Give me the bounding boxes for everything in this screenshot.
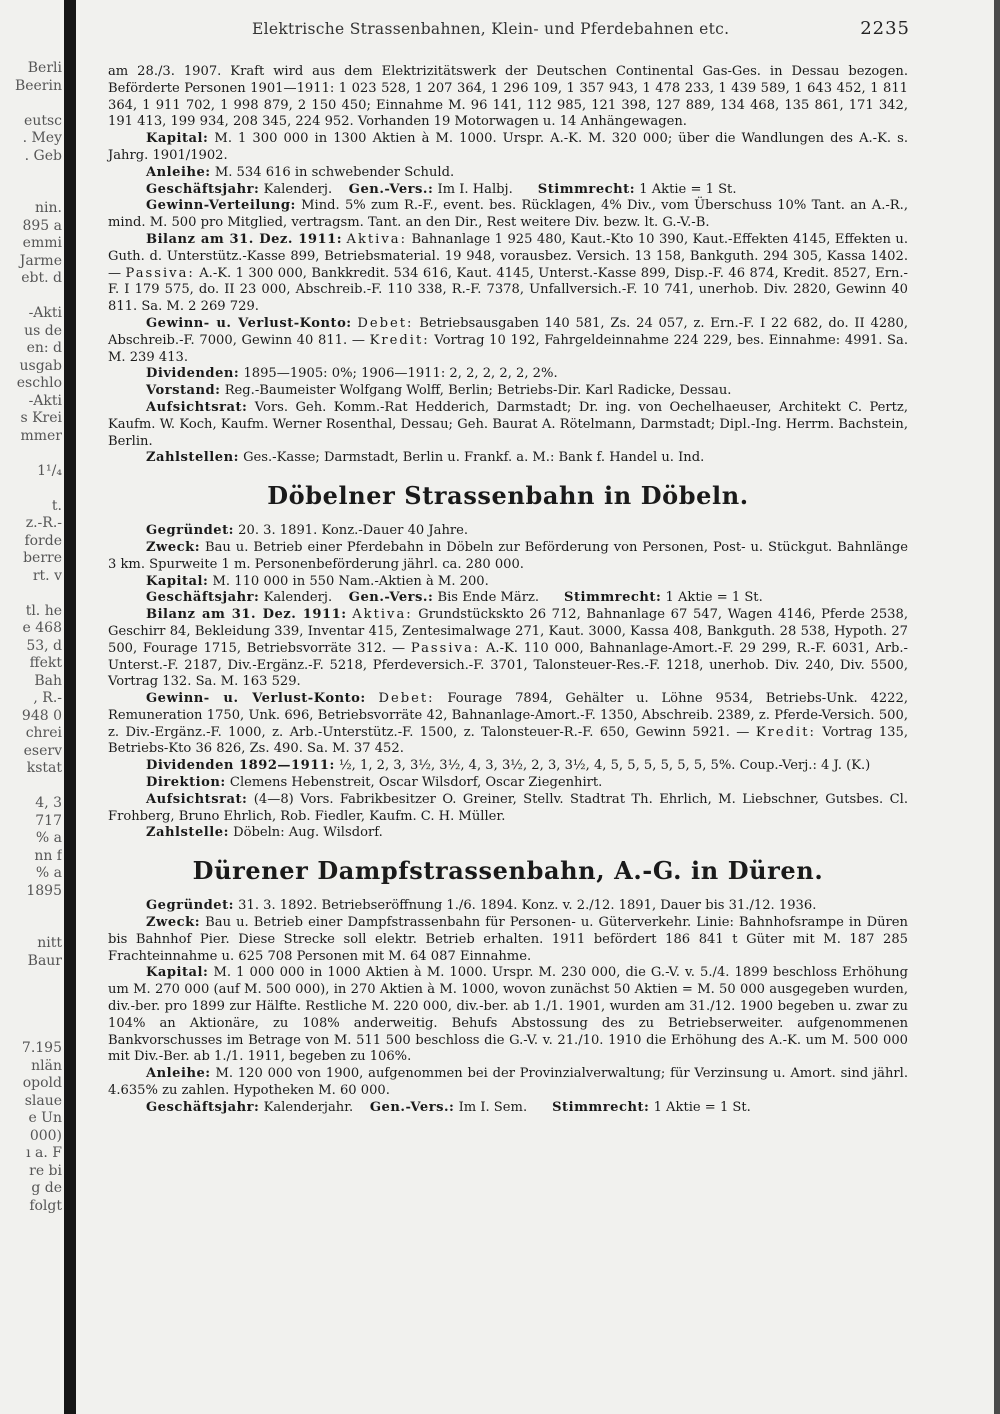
margin-fragment: en: d: [26, 340, 62, 356]
label: Stimmrecht:: [537, 181, 636, 197]
margin-fragment: % a: [35, 865, 62, 881]
margin-fragment: , R.-: [33, 690, 62, 706]
section1-aufsichtsrat: [108, 400, 908, 450]
margin-fragment: [0, 288, 62, 306]
text: Im I. Sem.: [458, 1099, 528, 1115]
margin-fragment: % a: [35, 830, 62, 846]
text: Grundstückskto 26 712, Bahnanlage 67 547, Wagen 4146, Pferde 2538, Geschirr 84, Bekleidung 339, Inventar 415, Zentesimalwage 271, Kaut. 3000, Kassa 408, Bankguth. 28 538, Hypoth. 27 500, Fourage 1715, Betriebsvorräte 312. —: [108, 607, 909, 656]
text: Reg.-Baumeister Wolfgang Wolff, Berlin; Betriebs-Dir. Karl Radicke, Dessau.: [224, 383, 732, 399]
margin-fragment: 7.195: [21, 1040, 62, 1056]
label: Kapital:: [146, 965, 209, 981]
section2-direktion: [108, 775, 908, 792]
section2-geschaeftsjahr: [108, 590, 908, 607]
company-title-dueren: Dürener Dampfstrassenbahn, A.-G. in Düren.: [192, 856, 824, 886]
margin-fragment: 1¹/₄: [37, 462, 62, 479]
margin-fragment: [0, 970, 62, 988]
text: Bis Ende März.: [437, 590, 540, 606]
text: Im I. Halbj.: [437, 181, 513, 197]
margin-fragment: [0, 585, 62, 603]
section1-guv: [108, 316, 908, 366]
section1-gewinnverteilung: [108, 198, 908, 232]
section1-anleihe: [108, 165, 908, 182]
text: A.-K. 110 000, Bahnanlage-Amort.-F. 29 299, R.-F. 6031, Arb.-Unterst.-F. 2187, Div.-Ergänz.-F. 5218, Pferdeversich.-F. 3701, Talonsteuer-Res.-F. 1218, unerhob. Div. 240, Div. 5500, Vortrag 132. Sa. M. 163 529.: [108, 640, 908, 690]
section2-aufsichtsrat: [108, 792, 908, 826]
margin-fragment: [0, 778, 62, 796]
section3-zweck: [108, 915, 908, 965]
margin-fragment: g de: [31, 1180, 62, 1196]
margin-fragment: e Un: [28, 1110, 62, 1126]
passiva-word: Passiva:: [410, 640, 481, 656]
aktiva-word: Aktiva:: [346, 231, 407, 247]
text: Clemens Hebenstreit, Oscar Wilsdorf, Oscar Ziegenhirt.: [229, 775, 603, 791]
margin-fragment: nin.: [35, 200, 62, 216]
section1-zahlstellen: [108, 450, 908, 467]
margin-fragment: s Krei: [20, 410, 62, 426]
section2-zahlstelle: [108, 825, 908, 842]
label: Zahlstellen:: [146, 450, 239, 466]
section3-geschaeftsjahr: [108, 1100, 908, 1117]
text: Kalenderjahr.: [263, 1099, 354, 1115]
label: Gegründet:: [146, 523, 234, 539]
margin-fragment: rt. v: [32, 567, 62, 584]
margin-fragment: eschlo: [16, 375, 62, 391]
margin-fragment: usgab: [19, 357, 62, 374]
margin-fragment: [0, 183, 62, 201]
running-title: Elektrische Strassenbahnen, Klein- und Pferdebahnen etc.: [252, 20, 730, 38]
text: Mind. 5% zum R.-F., event. bes. Rücklagen, 4% Div., vom Überschuss 10% Tant. an A.-R., mind. M. 500 pro Mitglied, vertragsm. Tant. an den Dir., Rest weitere Div. bezw. lt. G.-V.-B.: [108, 198, 908, 231]
text: Vors. Geh. Komm.-Rat Hedderich, Darmstadt; Dr. ing. von Oechelhaeuser, Architekt C. Pertz, Kaufm. W. Koch, Kaufm. Werner Rosenthal, Dessau; Geh. Baurat A. Rötelmann, Darmstadt; Dipl.-Ing. Herrm. Bachstein, Berlin.: [108, 399, 908, 449]
text: 1 Aktie = 1 St.: [665, 590, 763, 606]
label: Anleihe:: [146, 164, 211, 180]
margin-fragment: 53, d: [26, 637, 62, 654]
label: Geschäftsjahr:: [146, 1099, 260, 1115]
text: Kalenderj.: [263, 181, 333, 197]
label: Gewinn- u. Verlust-Konto:: [146, 691, 366, 707]
margin-fragment: Baur: [27, 952, 62, 969]
label: Geschäftsjahr:: [146, 590, 260, 606]
margin-fragment: tl. he: [25, 602, 62, 619]
margin-fragment: [0, 988, 62, 1006]
margin-fragment: [0, 900, 62, 918]
margin-fragment: 1895: [26, 882, 62, 899]
text: (4—8) Vors. Fabrikbesitzer O. Greiner, Stellv. Stadtrat Th. Ehrlich, M. Liebschner, Gutsbes. Cl. Frohberg, Bruno Ehrlich, Rob. Fiedler, Kaufm. C. H. Müller.: [108, 791, 908, 824]
page-number: 2235: [860, 18, 910, 39]
text: Vortrag 135, Betriebs-Kto 36 826, Zs. 490. Sa. M. 37 452.: [108, 724, 909, 757]
label: Vorstand:: [146, 383, 221, 399]
label: Bilanz am 31. Dez. 1911:: [146, 231, 343, 247]
label: Bilanz am 31. Dez. 1911:: [146, 607, 347, 623]
kredit-word: Kredit:: [369, 332, 430, 348]
section2-dividenden: [108, 758, 908, 775]
margin-fragment: ffekt: [29, 655, 62, 671]
margin-fragment: [0, 95, 62, 113]
label: Stimmrecht:: [564, 590, 662, 606]
margin-fragment: [0, 918, 62, 936]
text: Döbeln: Aug. Wilsdorf.: [233, 825, 383, 841]
margin-fragment: opold: [22, 1075, 62, 1091]
text: 31. 3. 1892. Betriebseröffnung 1./6. 1894. Konz. v. 2./12. 1891, Dauer bis 31./12. 1936.: [238, 898, 817, 914]
section2-zweck: [108, 540, 908, 574]
section3-gegruendet: [108, 898, 908, 915]
passiva-word: Passiva:: [125, 265, 195, 281]
text: A.-K. 1 300 000, Bankkredit. 534 616, Kaut. 4145, Unterst.-Kasse 899, Disp.-F. 46 874, Kredit. 8527, Ern.-F. I 179 575, do. II 23 000, Abschreib.-F. 110 338, R.-F. 7378, Unfallversich.-F. 10 741, unerhob. Div. 2820, Gewinn 40 811. Sa. M. 2 269 729.: [108, 265, 908, 315]
label: Zweck:: [146, 915, 201, 931]
text: Kalenderj.: [263, 590, 333, 606]
margin-fragment: Jarme: [19, 252, 62, 269]
margin-fragment: 4, 3: [35, 795, 62, 811]
margin-fragment: eutsc: [24, 112, 62, 129]
text: 20. 3. 1891. Konz.-Dauer 40 Jahre.: [238, 523, 469, 539]
margin-fragment: [0, 445, 62, 463]
margin-fragment: [0, 480, 62, 498]
section1-kapital: [108, 131, 908, 165]
margin-fragment: z.-R.-: [25, 515, 62, 531]
debet-word: Debet:: [357, 315, 414, 331]
text: M. 534 616 in schwebender Schuld.: [214, 164, 455, 180]
text: M. 110 000 in 550 Nam.-Aktien à M. 200.: [212, 573, 489, 589]
label: Gen.-Vers.:: [369, 1099, 455, 1115]
label: Zweck:: [146, 539, 201, 555]
label: Dividenden 1892—1911:: [146, 758, 335, 774]
margin-fragment: 717: [35, 812, 62, 829]
kredit-word: Kredit:: [755, 724, 816, 740]
margin-fragment: Berli: [27, 60, 62, 76]
margin-fragment: -Akti: [28, 392, 62, 409]
label: Direktion:: [146, 775, 226, 791]
page-content: [108, 64, 908, 1117]
section2-guv: [108, 691, 908, 758]
margin-fragment: 000): [29, 1127, 62, 1144]
section2-bilanz: [108, 607, 908, 691]
section1-geschaeftsjahr: [108, 182, 908, 199]
text: 1 Aktie = 1 St.: [653, 1099, 751, 1115]
label: Gen.-Vers.:: [348, 590, 434, 606]
label: Gewinn-Verteilung:: [146, 198, 296, 214]
text: M. 120 000 von 1900, aufgenommen bei der Provinzialverwaltung; für Verzinsung u. Amort. sind jährl. 4.635% zu zahlen. Hypotheken M. 60 000.: [108, 1066, 908, 1099]
aktiva-word: Aktiva:: [352, 607, 413, 623]
section1-vorstand: [108, 383, 908, 400]
margin-fragment: folgt: [29, 1197, 62, 1214]
margin-fragment: nitt: [37, 935, 62, 951]
margin-fragment: -Akti: [28, 305, 62, 321]
text: Ges.-Kasse; Darmstadt, Berlin u. Frankf. a. M.: Bank f. Handel u. Ind.: [243, 450, 705, 466]
margin-fragment: nn f: [34, 847, 62, 864]
text: Bau u. Betrieb einer Pferdebahn in Döbeln zur Beförderung von Personen, Post- u. Stückgut. Bahnlänge 3 km. Spurweite 1 m. Personenbeförderung jährl. ca. 280 000.: [108, 539, 908, 572]
label: Geschäftsjahr:: [146, 181, 260, 197]
margin-fragment: [0, 1005, 62, 1023]
text: Vortrag 10 192, Fahrgeldeinnahme 224 229, bes. Einnahme: 4991. Sa. M. 239 413.: [108, 332, 908, 365]
text: 1 Aktie = 1 St.: [639, 181, 737, 197]
margin-fragment: t.: [51, 497, 62, 514]
section3-anleihe: [108, 1066, 908, 1100]
text: M. 1 000 000 in 1000 Aktien à M. 1000. Urspr. M. 230 000, die G.-V. v. 5./4. 1899 beschloss Erhöhung um M. 270 000 (auf M. 500 000), in 270 Aktien à M. 1000, wovon zunächst 50 Aktien = M. 50 000 ausgegeben wurden, div.-ber. pro 1899 zur Hälfte. Restliche M. 220 000, div.-ber. ab 1./1. 1901, wurden am 31./12. 1900 begeben u. zwar zu 104% an Aktionäre, zu 108% anderweitig. Behufs Abstossung des zu Betriebserweiter. aufgenommenen Bankvorschusses im Betrage von M. 511 500 beschloss die G.-V. v. 21./10. 1910 die Erhöhung des A.-K. um M. 500 000 mit Div.-Ber. ab 1./1. 1911, begeben zu 106%.: [108, 965, 908, 1065]
section1-bilanz: [108, 232, 908, 316]
section3-kapital: [108, 965, 908, 1066]
debet-word: Debet:: [378, 691, 435, 707]
margin-fragment: ı a. F: [26, 1145, 62, 1161]
margin-fragment: eserv: [23, 742, 62, 759]
label: Aufsichtsrat:: [146, 399, 248, 415]
section2-kapital: [108, 574, 908, 591]
margin-fragment: forde: [24, 532, 62, 549]
margin-fragment: slaue: [24, 1092, 62, 1109]
label: Kapital:: [146, 573, 209, 589]
text: Bahnanlage 1 925 480, Kaut.-Kto 10 390, Kaut.-Effekten 4145, Effekten u. Guth. d. Unterstütz.-Kasse 899, Betriebsmaterial. 19 948, vorausbez. Versich. 13 158, Bankguth. 294 305, Kassa 1402. —: [108, 231, 908, 281]
text: 1895—1905: 0%; 1906—1911: 2, 2, 2, 2, 2, 2%.: [243, 366, 558, 382]
label: Gegründet:: [146, 898, 234, 914]
margin-fragment: berre: [23, 550, 62, 566]
margin-fragment: [0, 165, 62, 183]
text: M. 1 300 000 in 1300 Aktien à M. 1000. Urspr. A.-K. M. 320 000; über die Wandlungen des A.-K. s. Jahrg. 1901/1902.: [108, 131, 908, 163]
margin-fragment: mmer: [20, 427, 62, 444]
label: Gewinn- u. Verlust-Konto:: [146, 315, 352, 331]
margin-fragment: nlän: [31, 1057, 62, 1074]
margin-fragment: Beerin: [14, 77, 62, 94]
margin-fragment: . Mey: [22, 130, 62, 146]
section2-gegruendet: [108, 523, 908, 540]
margin-fragment: 948 0: [21, 707, 62, 724]
section1-dividenden: [108, 366, 908, 383]
text: ½, 1, 2, 3, 3½, 3½, 4, 3, 3½, 2, 3, 3½, 4, 5, 5, 5, 5, 5, 5, 5%. Coup.-Verj.: 4 J. (K.): [338, 758, 871, 774]
label: Anleihe:: [146, 1066, 211, 1082]
label: Zahlstelle:: [146, 825, 229, 841]
margin-fragment: Bah: [34, 672, 62, 689]
margin-fragment: chrei: [25, 725, 62, 741]
margin-fragment: e 468: [22, 620, 62, 636]
text: Fourage 7894, Gehälter u. Löhne 9534, Betriebs-Unk. 4222, Remuneration 1750, Unk. 696, Betriebsvorräte 42, Bahnanlage-Amort.-F. 1350, Abschreib. 2389, z. Pferde-Versich. 500, z. Div.-Ergänz.-F. 1000, z. Arb.-Unterstütz.-F. 1500, z. Talonsteuer-R.-F. 650, Gewinn 5921. —: [108, 691, 908, 740]
label: Aufsichtsrat:: [146, 791, 248, 807]
label: Stimmrecht:: [552, 1099, 650, 1115]
margin-fragment: kstat: [26, 760, 62, 776]
adjacent-page-margin: [0, 60, 62, 1400]
text: Bau u. Betrieb einer Dampfstrassenbahn für Personen- u. Güterverkehr. Linie: Bahnhofsrampe in Düren bis Bahnhof Pier. Diese Strecke soll elektr. Betrieb erhalten. 1911 befördert 186 841 t Güter mit M. 187 285 Frachteinnahme u. 625 708 Personen mit M. 64 087 Einnahme.: [108, 915, 908, 964]
margin-fragment: [0, 1023, 62, 1041]
label: Dividenden:: [146, 366, 240, 382]
page-edge: [994, 0, 1000, 1414]
margin-fragment: us de: [24, 322, 62, 339]
margin-fragment: emmi: [22, 235, 62, 251]
section1-intro: am 28./3. 1907. Kraft wird aus dem Elektrizitätswerk der Deutschen Continental Gas-Ges. in Dessau bezogen. Beförderte Personen 1901—1911: 1 023 528, 1 207 364, 1 296 109, 1 357 943, 1 478 233, 1 439 589, 1 643 452, 1 811 364, 1 911 702, 1 998 879, 2 150 450; Einnahme M. 96 141, 112 985, 121 398, 127 889, 134 468, 135 861, 171 342, 191 413, 199 934, 208 345, 224 952. Vorhanden 19 Motorwagen u. 14 Anhängewagen.: [108, 64, 908, 130]
margin-fragment: ebt. d: [21, 270, 62, 286]
text: Betriebsausgaben 140 581, Zs. 24 057, z. Ern.-F. I 22 682, do. II 4280, Abschreib.-F. 7000, Gewinn 40 811. —: [108, 315, 908, 348]
label: Kapital:: [146, 131, 209, 147]
company-title-doebeln: Döbelner Strassenbahn in Döbeln.: [267, 481, 749, 511]
binding-shadow: [64, 0, 76, 1414]
label: Gen.-Vers.:: [348, 181, 434, 197]
page-header: [100, 18, 910, 48]
margin-fragment: 895 a: [22, 217, 62, 234]
margin-fragment: . Geb: [24, 147, 62, 164]
margin-fragment: re bi: [29, 1162, 62, 1179]
